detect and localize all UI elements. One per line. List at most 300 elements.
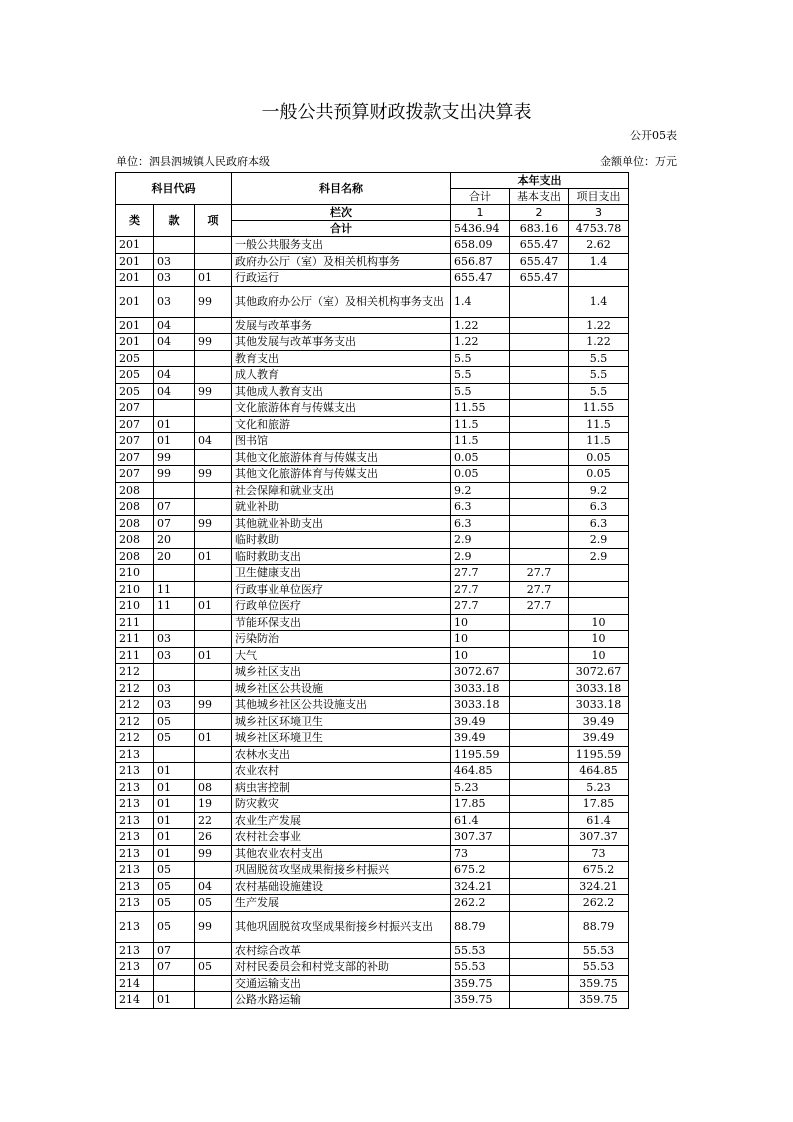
- kuan-code: 05: [154, 911, 195, 942]
- kuan-code: 11: [154, 581, 195, 598]
- project-value: 61.4: [569, 812, 629, 829]
- table-row: [116, 911, 629, 942]
- basic-value: [510, 895, 569, 912]
- project-value: 2.9: [569, 548, 629, 565]
- item-name: 社会保障和就业支出: [232, 482, 451, 499]
- xiang-code: [195, 975, 232, 992]
- kuan-code: 05: [154, 713, 195, 730]
- xiang-code: 19: [195, 796, 232, 813]
- table-row: [116, 367, 629, 384]
- item-name: 其他政府办公厅（室）及相关机构事务支出: [232, 286, 451, 317]
- table-row: [116, 581, 629, 598]
- basic-value: [510, 664, 569, 681]
- xiang-code: [195, 763, 232, 780]
- project-value: [569, 565, 629, 582]
- basic-value: [510, 829, 569, 846]
- item-name: 临时救助: [232, 532, 451, 549]
- kuan-code: 07: [154, 515, 195, 532]
- xiang-code: [195, 581, 232, 598]
- project-value: 5.5: [569, 383, 629, 400]
- project-value: 10: [569, 614, 629, 631]
- project-value: 359.75: [569, 975, 629, 992]
- cat-code: 213: [116, 911, 154, 942]
- item-name: 巩固脱贫攻坚成果衔接乡村振兴: [232, 862, 451, 879]
- table-row: [116, 862, 629, 879]
- expenditure-table: [115, 172, 629, 1009]
- table-row: [116, 878, 629, 895]
- kuan-code: 01: [154, 796, 195, 813]
- xiang-code: [195, 942, 232, 959]
- xiang-code: 99: [195, 845, 232, 862]
- cat-code: 212: [116, 664, 154, 681]
- basic-value: [510, 548, 569, 565]
- sum-total: 5436.94: [451, 221, 510, 237]
- cat-code: 211: [116, 647, 154, 664]
- table-row: [116, 647, 629, 664]
- table-row: [116, 829, 629, 846]
- xiang-code: 01: [195, 270, 232, 287]
- total-value: 675.2: [451, 862, 510, 879]
- project-value: 5.23: [569, 779, 629, 796]
- total-value: 6.3: [451, 515, 510, 532]
- total-value: 10: [451, 647, 510, 664]
- cat-code: 210: [116, 598, 154, 615]
- project-value: 6.3: [569, 499, 629, 516]
- cat-code: 208: [116, 548, 154, 565]
- item-name: 生产发展: [232, 895, 451, 912]
- kuan-code: 03: [154, 631, 195, 648]
- table-row: [116, 959, 629, 976]
- xiang-code: [195, 614, 232, 631]
- basic-value: [510, 911, 569, 942]
- basic-value: [510, 367, 569, 384]
- project-value: 5.5: [569, 367, 629, 384]
- project-value: 9.2: [569, 482, 629, 499]
- table-row: [116, 680, 629, 697]
- cat-code: 207: [116, 400, 154, 417]
- xiang-code: 99: [195, 697, 232, 714]
- header-kuan: 款: [154, 205, 195, 237]
- table-row: [116, 598, 629, 615]
- total-value: 0.05: [451, 449, 510, 466]
- table-row: [116, 730, 629, 747]
- table-row: [116, 253, 629, 270]
- item-name: 其他文化旅游体育与传媒支出: [232, 466, 451, 483]
- cat-code: 212: [116, 730, 154, 747]
- header-basic: 基本支出: [510, 189, 569, 205]
- kuan-code: 04: [154, 334, 195, 351]
- kuan-code: 07: [154, 942, 195, 959]
- kuan-code: 99: [154, 466, 195, 483]
- total-value: 6.3: [451, 499, 510, 516]
- cat-code: 201: [116, 270, 154, 287]
- cat-code: 213: [116, 895, 154, 912]
- item-name: 发展与改革事务: [232, 317, 451, 334]
- table-row: [116, 631, 629, 648]
- table-row: [116, 614, 629, 631]
- cat-code: 207: [116, 466, 154, 483]
- cat-code: 208: [116, 515, 154, 532]
- total-value: 10: [451, 614, 510, 631]
- header-col1: 1: [451, 205, 510, 221]
- xiang-code: [195, 449, 232, 466]
- item-name: 农村综合改革: [232, 942, 451, 959]
- kuan-code: 03: [154, 253, 195, 270]
- basic-value: [510, 317, 569, 334]
- total-value: 2.9: [451, 532, 510, 549]
- xiang-code: [195, 400, 232, 417]
- project-value: 11.55: [569, 400, 629, 417]
- total-value: 5.5: [451, 350, 510, 367]
- cat-code: 205: [116, 350, 154, 367]
- item-name: 成人教育: [232, 367, 451, 384]
- table-row: [116, 664, 629, 681]
- project-value: 1.4: [569, 286, 629, 317]
- sum-label: 合计: [232, 221, 451, 237]
- xiang-code: [195, 862, 232, 879]
- item-name: 交通运输支出: [232, 975, 451, 992]
- table-row: [116, 433, 629, 450]
- kuan-code: [154, 614, 195, 631]
- cat-code: 214: [116, 992, 154, 1009]
- project-value: 55.53: [569, 959, 629, 976]
- cat-code: 208: [116, 532, 154, 549]
- table-row: [116, 713, 629, 730]
- kuan-code: 07: [154, 959, 195, 976]
- basic-value: [510, 779, 569, 796]
- cat-code: 201: [116, 334, 154, 351]
- item-name: 大气: [232, 647, 451, 664]
- item-name: 农业农村: [232, 763, 451, 780]
- item-name: 农林水支出: [232, 746, 451, 763]
- xiang-code: 04: [195, 878, 232, 895]
- table-row: [116, 482, 629, 499]
- kuan-code: 03: [154, 680, 195, 697]
- xiang-code: [195, 367, 232, 384]
- total-value: 262.2: [451, 895, 510, 912]
- unit-name: 单位：泗县泗城镇人民政府本级: [116, 155, 270, 168]
- total-value: 3072.67: [451, 664, 510, 681]
- item-name: 其他就业补助支出: [232, 515, 451, 532]
- kuan-code: [154, 400, 195, 417]
- xiang-code: 05: [195, 895, 232, 912]
- cat-code: 211: [116, 614, 154, 631]
- project-value: 1195.59: [569, 746, 629, 763]
- kuan-code: 03: [154, 286, 195, 317]
- project-value: 262.2: [569, 895, 629, 912]
- basic-value: 655.47: [510, 270, 569, 287]
- table-row: [116, 532, 629, 549]
- basic-value: 27.7: [510, 598, 569, 615]
- total-value: 1.4: [451, 286, 510, 317]
- total-value: 0.05: [451, 466, 510, 483]
- header-cat: 类: [116, 205, 154, 237]
- header-col2: 2: [510, 205, 569, 221]
- total-value: 55.53: [451, 959, 510, 976]
- xiang-code: [195, 565, 232, 582]
- cat-code: 207: [116, 433, 154, 450]
- basic-value: [510, 975, 569, 992]
- kuan-code: 04: [154, 317, 195, 334]
- xiang-code: 99: [195, 515, 232, 532]
- item-name: 政府办公厅（室）及相关机构事务: [232, 253, 451, 270]
- item-name: 城乡社区支出: [232, 664, 451, 681]
- basic-value: [510, 433, 569, 450]
- table-row: [116, 548, 629, 565]
- kuan-code: 01: [154, 416, 195, 433]
- item-name: 其他发展与改革事务支出: [232, 334, 451, 351]
- xiang-code: 99: [195, 466, 232, 483]
- project-value: 0.05: [569, 466, 629, 483]
- xiang-code: 99: [195, 383, 232, 400]
- item-name: 行政事业单位医疗: [232, 581, 451, 598]
- total-value: 88.79: [451, 911, 510, 942]
- project-value: [569, 598, 629, 615]
- table-row: [116, 383, 629, 400]
- total-value: 27.7: [451, 598, 510, 615]
- xiang-code: [195, 350, 232, 367]
- project-value: 675.2: [569, 862, 629, 879]
- basic-value: [510, 746, 569, 763]
- total-value: 359.75: [451, 975, 510, 992]
- total-value: 73: [451, 845, 510, 862]
- item-name: 防灾救灾: [232, 796, 451, 813]
- xiang-code: [195, 664, 232, 681]
- table-row: [116, 350, 629, 367]
- project-value: 73: [569, 845, 629, 862]
- total-value: 17.85: [451, 796, 510, 813]
- kuan-code: 04: [154, 383, 195, 400]
- xiang-code: [195, 253, 232, 270]
- total-value: 655.47: [451, 270, 510, 287]
- basic-value: [510, 992, 569, 1009]
- table-row: [116, 845, 629, 862]
- xiang-code: 01: [195, 548, 232, 565]
- total-value: 5.5: [451, 367, 510, 384]
- item-name: 农业生产发展: [232, 812, 451, 829]
- basic-value: [510, 532, 569, 549]
- basic-value: [510, 614, 569, 631]
- table-row: [116, 499, 629, 516]
- item-name: 图书馆: [232, 433, 451, 450]
- header-year-total: 本年支出: [451, 173, 629, 189]
- cat-code: 207: [116, 449, 154, 466]
- total-value: 1.22: [451, 317, 510, 334]
- item-name: 临时救助支出: [232, 548, 451, 565]
- xiang-code: 99: [195, 286, 232, 317]
- basic-value: 27.7: [510, 565, 569, 582]
- table-row: [116, 565, 629, 582]
- item-name: 污染防治: [232, 631, 451, 648]
- project-value: 307.37: [569, 829, 629, 846]
- item-name: 其他文化旅游体育与传媒支出: [232, 449, 451, 466]
- table-row: [116, 237, 629, 254]
- project-value: 11.5: [569, 433, 629, 450]
- cat-code: 201: [116, 317, 154, 334]
- cat-code: 212: [116, 697, 154, 714]
- project-value: 1.22: [569, 334, 629, 351]
- kuan-code: [154, 350, 195, 367]
- xiang-code: 01: [195, 598, 232, 615]
- basic-value: [510, 449, 569, 466]
- page-title: 一般公共预算财政拨款支出决算表: [261, 102, 532, 123]
- total-value: 9.2: [451, 482, 510, 499]
- basic-value: [510, 845, 569, 862]
- header-lanci: 栏次: [232, 205, 451, 221]
- table-row: [116, 416, 629, 433]
- project-value: 1.22: [569, 317, 629, 334]
- total-value: 1.22: [451, 334, 510, 351]
- basic-value: [510, 878, 569, 895]
- project-value: [569, 270, 629, 287]
- basic-value: [510, 383, 569, 400]
- basic-value: 655.47: [510, 253, 569, 270]
- xiang-code: 26: [195, 829, 232, 846]
- cat-code: 214: [116, 975, 154, 992]
- total-value: 11.5: [451, 416, 510, 433]
- item-name: 农村基础设施建设: [232, 878, 451, 895]
- table-row: [116, 317, 629, 334]
- xiang-code: [195, 631, 232, 648]
- kuan-code: 01: [154, 992, 195, 1009]
- table-row: [116, 449, 629, 466]
- cat-code: 213: [116, 845, 154, 862]
- kuan-code: 01: [154, 829, 195, 846]
- table-row: [116, 697, 629, 714]
- table-row: [116, 515, 629, 532]
- item-name: 文化和旅游: [232, 416, 451, 433]
- item-name: 其他农业农村支出: [232, 845, 451, 862]
- table-row: [116, 942, 629, 959]
- cat-code: 212: [116, 713, 154, 730]
- xiang-code: [195, 532, 232, 549]
- kuan-code: [154, 746, 195, 763]
- item-name: 卫生健康支出: [232, 565, 451, 582]
- item-name: 就业补助: [232, 499, 451, 516]
- item-name: 行政运行: [232, 270, 451, 287]
- sum-basic: 683.16: [510, 221, 569, 237]
- kuan-code: 01: [154, 433, 195, 450]
- project-value: 11.5: [569, 416, 629, 433]
- cat-code: 210: [116, 581, 154, 598]
- project-value: 10: [569, 647, 629, 664]
- basic-value: [510, 763, 569, 780]
- item-name: 城乡社区公共设施: [232, 680, 451, 697]
- cat-code: 211: [116, 631, 154, 648]
- project-value: 10: [569, 631, 629, 648]
- kuan-code: 20: [154, 532, 195, 549]
- project-value: 6.3: [569, 515, 629, 532]
- basic-value: 27.7: [510, 581, 569, 598]
- total-value: 27.7: [451, 581, 510, 598]
- item-name: 其他城乡社区公共设施支出: [232, 697, 451, 714]
- project-value: 324.21: [569, 878, 629, 895]
- total-value: 307.37: [451, 829, 510, 846]
- basic-value: [510, 499, 569, 516]
- xiang-code: 01: [195, 730, 232, 747]
- kuan-code: 05: [154, 862, 195, 879]
- basic-value: [510, 466, 569, 483]
- kuan-code: 03: [154, 647, 195, 664]
- xiang-code: 22: [195, 812, 232, 829]
- total-value: 39.49: [451, 713, 510, 730]
- basic-value: [510, 400, 569, 417]
- header-code: 科目代码: [116, 173, 232, 205]
- kuan-code: [154, 664, 195, 681]
- project-value: 3033.18: [569, 680, 629, 697]
- xiang-code: [195, 992, 232, 1009]
- cat-code: 213: [116, 812, 154, 829]
- total-value: 464.85: [451, 763, 510, 780]
- item-name: 其他成人教育支出: [232, 383, 451, 400]
- total-value: 27.7: [451, 565, 510, 582]
- xiang-code: 99: [195, 911, 232, 942]
- table-row: [116, 286, 629, 317]
- kuan-code: 01: [154, 779, 195, 796]
- cat-code: 205: [116, 383, 154, 400]
- project-value: 3033.18: [569, 697, 629, 714]
- item-name: 城乡社区环境卫生: [232, 713, 451, 730]
- cat-code: 213: [116, 878, 154, 895]
- header-xiang: 项: [195, 205, 232, 237]
- cat-code: 212: [116, 680, 154, 697]
- table-row: [116, 992, 629, 1009]
- total-value: 658.09: [451, 237, 510, 254]
- item-name: 教育支出: [232, 350, 451, 367]
- xiang-code: [195, 482, 232, 499]
- basic-value: [510, 647, 569, 664]
- total-value: 656.87: [451, 253, 510, 270]
- cat-code: 213: [116, 779, 154, 796]
- cat-code: 201: [116, 253, 154, 270]
- kuan-code: 03: [154, 697, 195, 714]
- project-value: 359.75: [569, 992, 629, 1009]
- table-row: [116, 763, 629, 780]
- kuan-code: 20: [154, 548, 195, 565]
- total-value: 3033.18: [451, 697, 510, 714]
- item-name: 行政单位医疗: [232, 598, 451, 615]
- total-value: 11.55: [451, 400, 510, 417]
- project-value: 55.53: [569, 942, 629, 959]
- cat-code: 213: [116, 746, 154, 763]
- basic-value: [510, 515, 569, 532]
- kuan-code: [154, 237, 195, 254]
- kuan-code: [154, 565, 195, 582]
- xiang-code: 05: [195, 959, 232, 976]
- project-value: 39.49: [569, 713, 629, 730]
- item-name: 其他巩固脱贫攻坚成果衔接乡村振兴支出: [232, 911, 451, 942]
- project-value: 464.85: [569, 763, 629, 780]
- project-value: 0.05: [569, 449, 629, 466]
- basic-value: [510, 334, 569, 351]
- kuan-code: 11: [154, 598, 195, 615]
- basic-value: [510, 416, 569, 433]
- table-row: [116, 400, 629, 417]
- table-row: [116, 466, 629, 483]
- table-row: [116, 746, 629, 763]
- total-value: 61.4: [451, 812, 510, 829]
- xiang-code: [195, 680, 232, 697]
- total-value: 39.49: [451, 730, 510, 747]
- basic-value: [510, 286, 569, 317]
- total-value: 3033.18: [451, 680, 510, 697]
- sum-project: 4753.78: [569, 221, 629, 237]
- basic-value: [510, 697, 569, 714]
- header-col3: 3: [569, 205, 629, 221]
- table-id: 公开05表: [630, 129, 677, 142]
- xiang-code: 04: [195, 433, 232, 450]
- cat-code: 213: [116, 862, 154, 879]
